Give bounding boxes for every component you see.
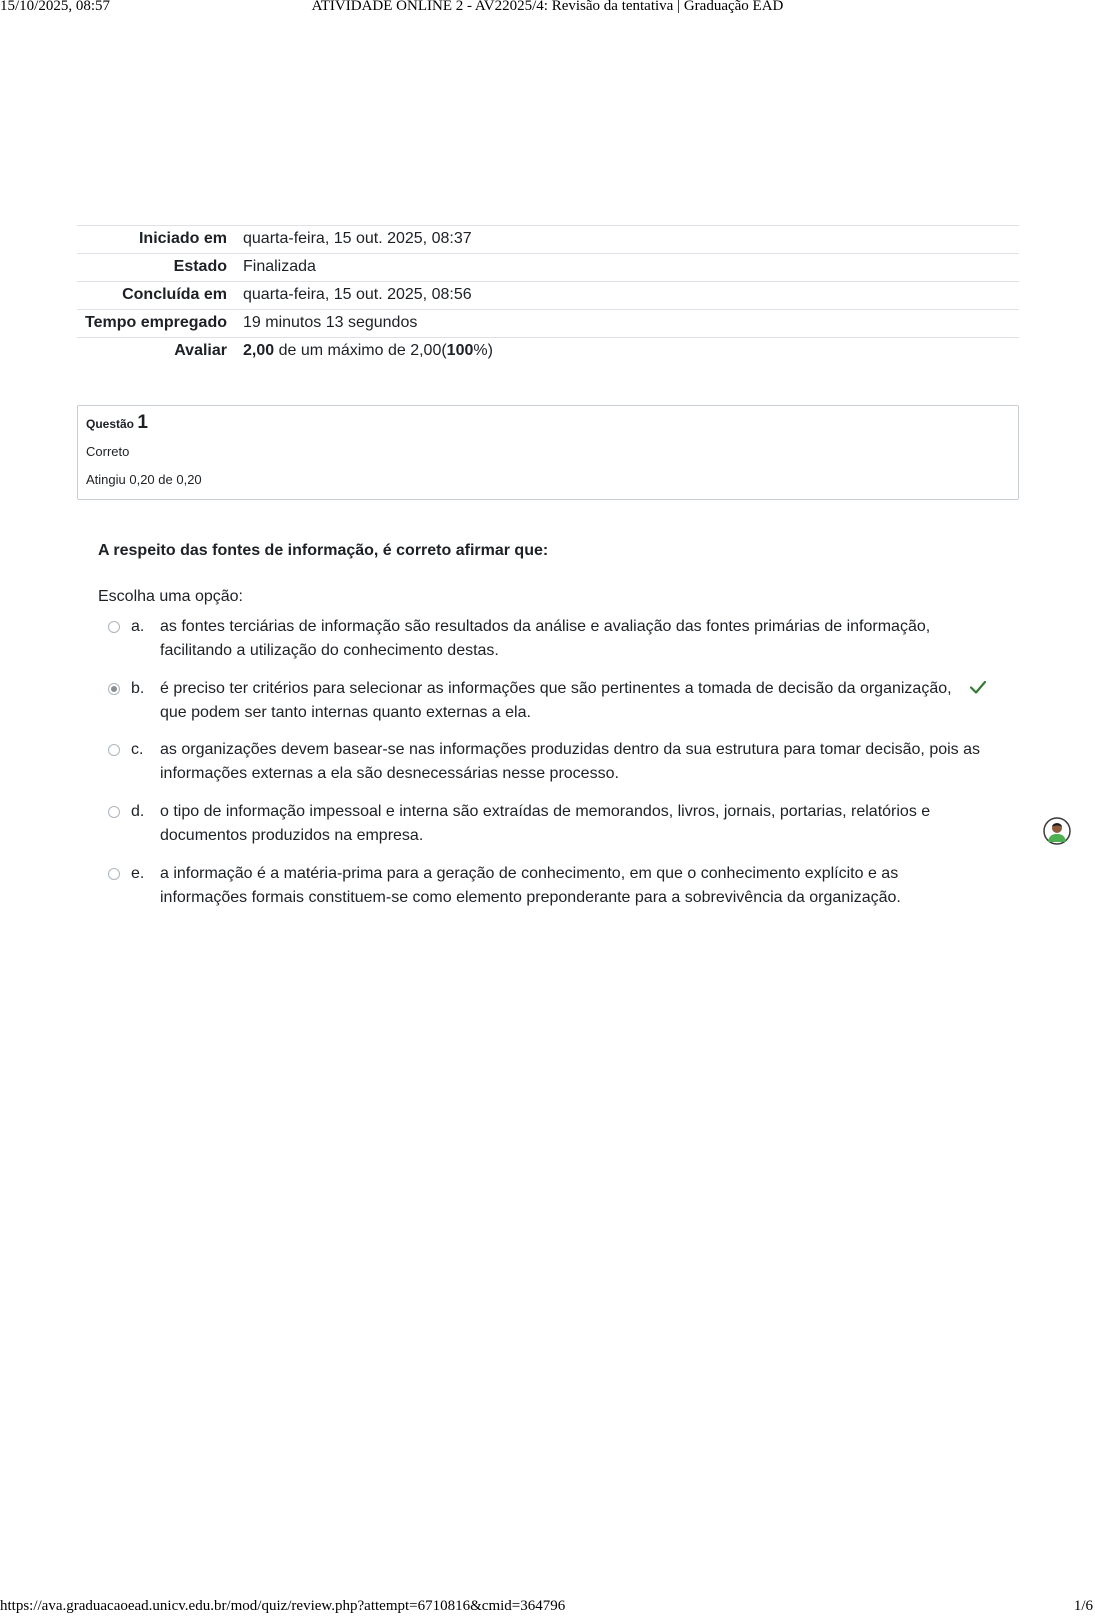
answer-prompt: Escolha uma opção: — [98, 588, 243, 605]
answer-text: as fontes terciárias de informação são resultados da análise e avaliação das fontes primárias de informação, facilitando a utilização do conhecimento destas. — [160, 618, 931, 659]
summary-value: 19 minutos 13 segundos — [243, 314, 418, 331]
question-info-box — [77, 405, 1019, 500]
summary-value: quarta-feira, 15 out. 2025, 08:37 — [243, 230, 472, 247]
answer-letter: c. — [131, 741, 144, 758]
check-icon — [968, 677, 988, 697]
answer-text: é preciso ter critérios para selecionar as informações que são pertinentes a tomada de decisão da organização, que podem ser tanto internas quanto externas a ela. — [160, 680, 952, 721]
summary-row — [77, 310, 1019, 338]
print-footer — [0, 1598, 1095, 1616]
summary-label: Iniciado em — [138, 230, 227, 247]
radio-button-selected[interactable] — [108, 683, 120, 695]
question-text: A respeito das fontes de informação, é correto afirmar que: — [98, 542, 549, 559]
radio-button[interactable] — [108, 806, 120, 818]
summary-row — [77, 254, 1019, 282]
grade-middle: de um máximo de 2,00( — [274, 342, 447, 359]
answer-letter: d. — [131, 803, 145, 820]
summary-row — [77, 226, 1019, 254]
summary-row — [77, 338, 1019, 366]
question-grade: Atingiu 0,20 de 0,20 — [86, 472, 202, 487]
summary-label: Tempo empregado — [85, 314, 227, 331]
summary-value: quarta-feira, 15 out. 2025, 08:56 — [243, 286, 472, 303]
summary-value: Finalizada — [243, 258, 316, 275]
answer-letter: e. — [131, 865, 145, 882]
summary-grade-value — [243, 338, 1019, 366]
answer-text: o tipo de informação impessoal e interna são extraídas de memorandos, livros, jornais, portarias, relatórios e documentos produzidos na empresa. — [160, 803, 931, 844]
grade-suffix: %) — [473, 342, 493, 359]
question-state: Correto — [86, 444, 130, 459]
radio-button[interactable] — [108, 868, 120, 880]
question-number — [86, 412, 148, 434]
page-number: 1/6 — [1073, 1598, 1093, 1614]
summary-label: Avaliar — [174, 342, 227, 359]
grade-percent: 100 — [446, 342, 474, 359]
summary-label: Concluída em — [122, 286, 227, 303]
print-date: 15/10/2025, 08:57 — [0, 0, 111, 14]
avatar-icon[interactable] — [1043, 817, 1071, 845]
print-header — [0, 0, 1095, 18]
print-title: ATIVIDADE ONLINE 2 - AV22025/4: Revisão da tentativa | Graduação EAD — [311, 0, 784, 14]
radio-button[interactable] — [108, 744, 120, 756]
summary-label: Estado — [173, 258, 227, 275]
answer-text: as organizações devem basear-se nas informações produzidas dentro da sua estrutura para tomar decisão, pois as informações externas a ela são desnecessárias nesse processo. — [160, 741, 981, 782]
question-label: Questão — [86, 417, 135, 431]
answer-letter: a. — [131, 618, 145, 635]
summary-row — [77, 282, 1019, 310]
question-number-value: 1 — [137, 412, 148, 433]
radio-button[interactable] — [108, 621, 120, 633]
answer-letter: b. — [131, 680, 145, 697]
grade-score: 2,00 — [243, 342, 275, 359]
attempt-summary-table — [77, 225, 1019, 365]
answer-text: a informação é a matéria-prima para a geração de conhecimento, em que o conhecimento explícito e as informações formais constituem-se como elemento preponderante para a sobrevivência da organização. — [160, 865, 901, 906]
page-url: https://ava.graduacaoead.unicv.edu.br/mod/quiz/review.php?attempt=6710816&cmid=364796 — [0, 1598, 566, 1614]
